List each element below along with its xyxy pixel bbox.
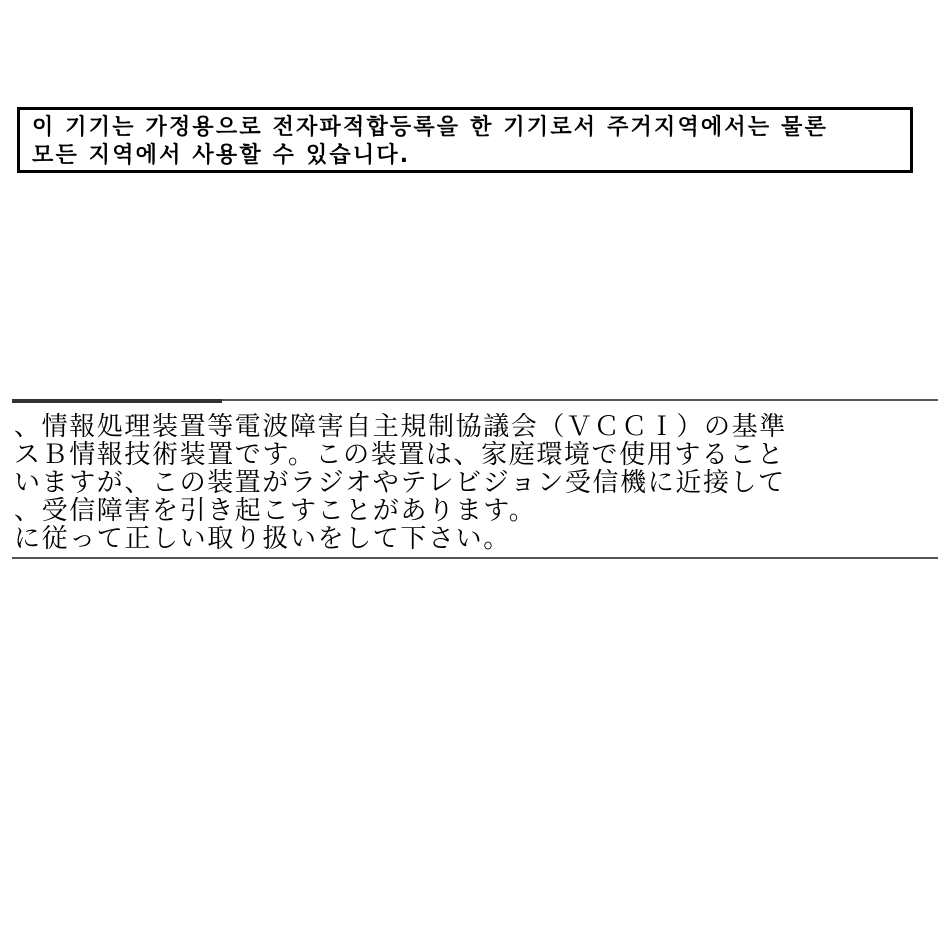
japanese-notice-line-2: スＢ情報技術装置です。この装置は、家庭環境で使用すること	[14, 441, 785, 469]
japanese-vcci-notice-box	[12, 399, 938, 559]
notice-top-rule	[12, 399, 222, 403]
korean-emc-notice-box	[17, 107, 913, 173]
korean-notice-line-2: 모든 지역에서 사용할 수 있습니다.	[32, 143, 411, 168]
japanese-notice-line-4: 、受信障害を引き起こすことがあります。	[14, 497, 537, 525]
japanese-notice-line-5: に従って正しい取り扱いをして下さい。	[14, 525, 511, 553]
japanese-notice-line-1: 、情報処理装置等電波障害自主規制協議会（ＶＣＣＩ）の基準	[14, 413, 787, 441]
korean-notice-line-1: 이 기기는 가정용으로 전자파적합등록을 한 기기로서 주거지역에서는 물론	[32, 115, 829, 140]
japanese-notice-line-3: いますが、この装置がラジオやテレビジョン受信機に近接して	[14, 469, 786, 497]
